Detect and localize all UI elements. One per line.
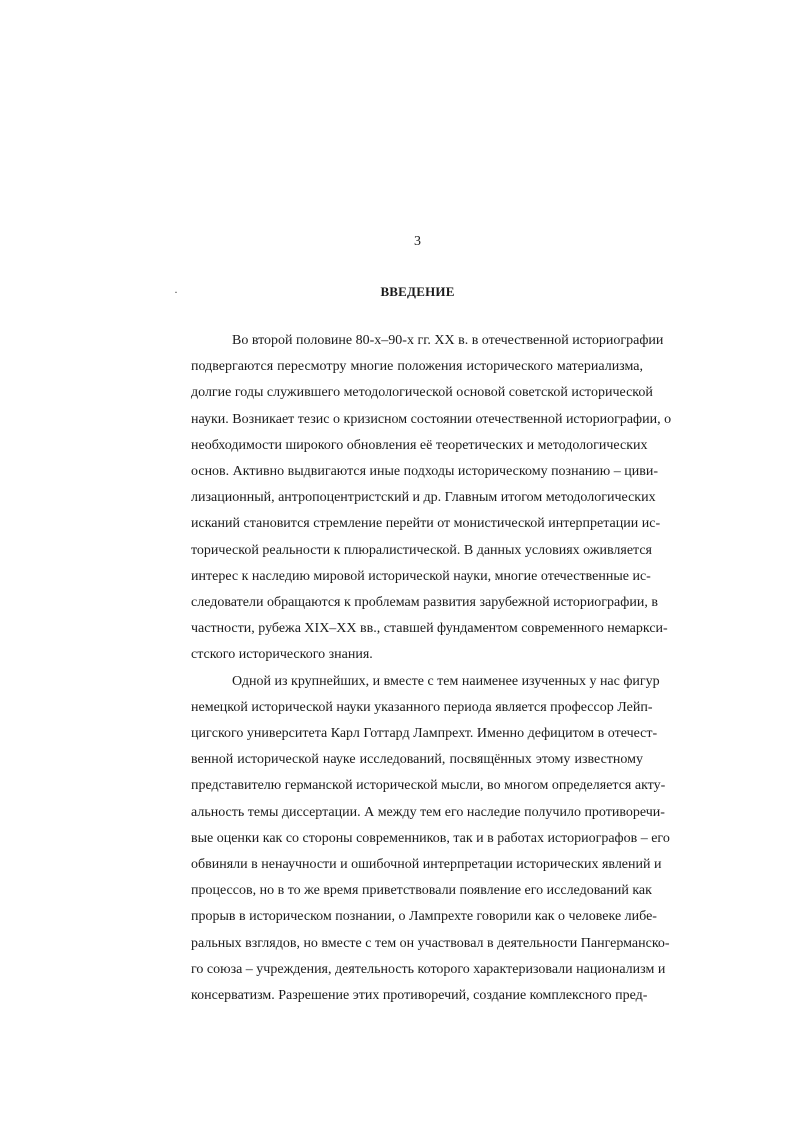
paragraph-line: Одной из крупнейших, и вместе с тем наименее изученных у нас фигур [232, 673, 660, 689]
paragraph-line: ральных взглядов, но вместе с тем он участвовал в деятельности Пангерманско- [191, 935, 670, 951]
paragraph-line: основ. Активно выдвигаются иные подходы историческому познанию – циви- [191, 464, 658, 480]
page-number: 3 [414, 234, 421, 249]
paragraph-line: лизационный, антропоцентристский и др. Главным итогом методологических [191, 490, 656, 506]
paragraph-line: стского исторического знания. [191, 647, 373, 663]
paragraph-line: необходимости широкого обновления её теоретических и методологических [191, 437, 648, 453]
paragraph-line: следователи обращаются к проблемам развития зарубежной историографии, в [191, 595, 658, 611]
paragraph-line: интерес к наследию мировой исторической науки, многие отечественные ис- [191, 568, 651, 584]
paragraph-line: представителю германской исторической мысли, во многом определяется акту- [191, 778, 666, 794]
paragraph-line: вые оценки как со стороны современников, так и в работах историографов – его [191, 830, 670, 846]
paragraph-line: цигского университета Карл Готтард Лампрехт. Именно дефицитом в отечест- [191, 726, 658, 742]
paragraph-line: подвергаются пересмотру многие положения исторического материализма, [191, 359, 643, 375]
paragraph-line: консерватизм. Разрешение этих противоречий, создание комплексного пред- [191, 988, 648, 1004]
paragraph-line: Во второй половине 80-х–90-х гг. XX в. в отечественной историографии [232, 333, 664, 348]
paragraph-line: процессов, но в то же время приветствовали появление его исследований как [191, 883, 652, 899]
paragraph-line: обвиняли в ненаучности и ошибочной интерпретации исторических явлений и [191, 857, 662, 873]
paragraph-line: прорыв в историческом познании, о Лампрехте говорили как о человеке либе- [191, 909, 657, 925]
paragraph-line: венной исторической науке исследований, посвящённых этому известному [191, 752, 643, 768]
paragraph-line: альность темы диссертации. А между тем его наследие получило противоречи- [191, 804, 665, 820]
paragraph-line: науки. Возникает тезис о кризисном состоянии отечественной историографии, о [191, 411, 672, 427]
paragraph-line: частности, рубежа XIX–XX вв., ставшей фундаментом современного немаркси- [191, 621, 668, 637]
paragraph-line: го союза – учреждения, деятельность которого характеризовали национализм и [191, 961, 666, 977]
paragraph-line: немецкой исторической науки указанного периода является профессор Лейп- [191, 699, 653, 715]
paragraph-line: исканий становится стремление перейти от монистической интерпретации ис- [191, 516, 661, 532]
page-title: ВВЕДЕНИЕ [380, 284, 455, 299]
paragraph-line: долгие годы служившего методологической основой советской исторической [191, 385, 653, 401]
body-text [191, 328, 672, 1009]
stray-mark: · [174, 285, 178, 299]
paragraph-line: торической реальности к плюралистической. В данных условиях оживляется [191, 542, 652, 558]
